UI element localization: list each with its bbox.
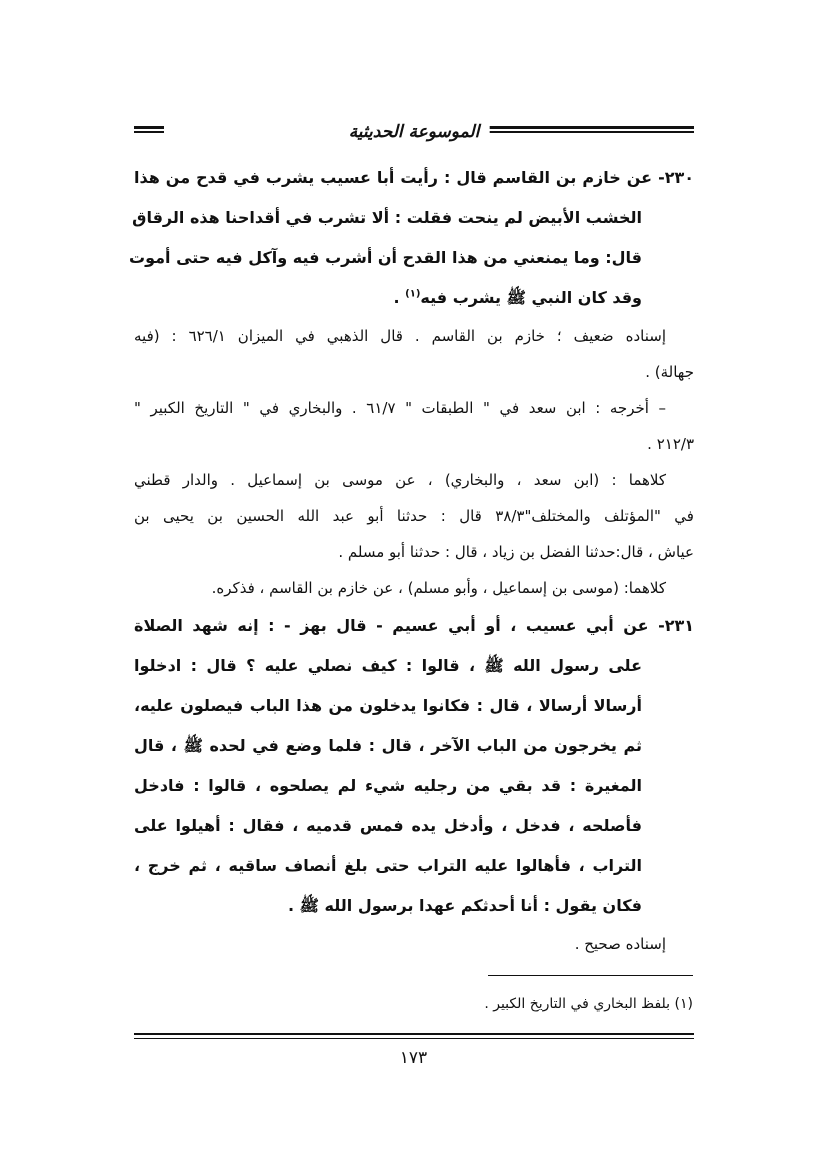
running-header (134, 120, 694, 150)
commentary-230-line-7: عياش ، قال:حدثنا الفضل بن زياد ، قال : حدثنا أبو مسلم . (338, 543, 694, 561)
footnote-1: (١) بلفظ البخاري في التاريخ الكبير . (484, 996, 693, 1012)
commentary-231 (134, 926, 694, 962)
commentary-230-line-3: – أخرجه : ابن سعد في " الطبقات " ٦١/٧ . والبخاري في " التاريخ الكبير " (134, 399, 666, 417)
hadith-230-line-4-text: وقد كان النبي ﷺ يشرب فيه (420, 288, 642, 307)
commentary-230-line-4: ٢١٢/٣ . (647, 435, 694, 453)
hadith-231-line-6: فأصلحه ، فدخل ، وأدخل يده فمس قدميه ، فقال : أهيلوا على (134, 816, 642, 835)
hadith-231-line-7: التراب ، فأهالوا عليه التراب حتى بلغ أنصاف ساقيه ، ثم خرج ، (134, 856, 642, 875)
header-rule-left-thin (134, 131, 164, 133)
hadith-231-line-8: فكان يقول : أنا أحدثكم عهدا برسول الله ﷺ . (288, 896, 642, 915)
header-title: الموسوعة الحديثية (339, 122, 490, 142)
commentary-230-line-5: كلاهما : (ابن سعد ، والبخاري) ، عن موسى بن إسماعيل . والدار قطني (134, 471, 666, 489)
page-number: ١٧٣ (399, 1048, 428, 1068)
hadith-231-line-1: ٢٣١- عن أبي عسيب ، أو أبي عسيم - قال بهز - : إنه شهد الصلاة (134, 616, 694, 635)
hadith-231-line-2: على رسول الله ﷺ ، قالوا : كيف نصلي عليه ؟ قال : ادخلوا (134, 656, 642, 675)
commentary-230 (134, 318, 694, 606)
hadith-230-line-3: قال: وما يمنعني من هذا القدح أن أشرب فيه وآكل فيه حتى أموت (129, 248, 642, 267)
hadith-230-line-4-end: . (393, 288, 406, 307)
hadith-231-line-4: ثم يخرجون من الباب الآخر ، قال : فلما وضع في لحده ﷺ ، قال (134, 736, 642, 755)
hadith-230-line-2: الخشب الأبيض لم ينحت فقلت : ألا تشرب في أقداحنا هذه الرقاق (132, 208, 642, 227)
footnote-reference: (١) (405, 288, 421, 300)
page-body (129, 158, 694, 962)
commentary-230-line-1: إسناده ضعيف ؛ خازم بن القاسم . قال الذهبي في الميزان ٦٢٦/١ : (فيه (134, 327, 666, 345)
hadith-230 (129, 158, 694, 318)
footer-rule-thin (134, 1038, 694, 1039)
hadith-231-line-3: أرسالا أرسالا ، قال : فكانوا يدخلون من هذا الباب فيصلون عليه، (134, 696, 642, 715)
footnote-separator (488, 975, 693, 976)
commentary-230-line-2: جهالة) . (645, 363, 694, 381)
hadith-231-line-5: المغيرة : قد بقي من رجليه شيء لم يصلحوه ، قالوا : فادخل (134, 776, 642, 795)
commentary-230-line-6: في "المؤتلف والمختلف"٣٨/٣ قال : حدثنا أبو عبد الله الحسين بن يحيى بن (134, 507, 694, 525)
hadith-231 (134, 606, 694, 926)
commentary-231-line-1: إسناده صحيح . (574, 935, 666, 953)
footer-rule (134, 1033, 694, 1035)
hadith-230-line-4 (134, 278, 694, 318)
header-rule-left (134, 126, 164, 129)
hadith-230-line-1: ٢٣٠- عن خازم بن القاسم قال : رأيت أبا عسيب يشرب في قدح من هذا (134, 168, 694, 187)
commentary-230-line-8: كلاهما: (موسى بن إسماعيل ، وأبو مسلم) ، عن خازم بن القاسم ، فذكره. (211, 579, 666, 597)
